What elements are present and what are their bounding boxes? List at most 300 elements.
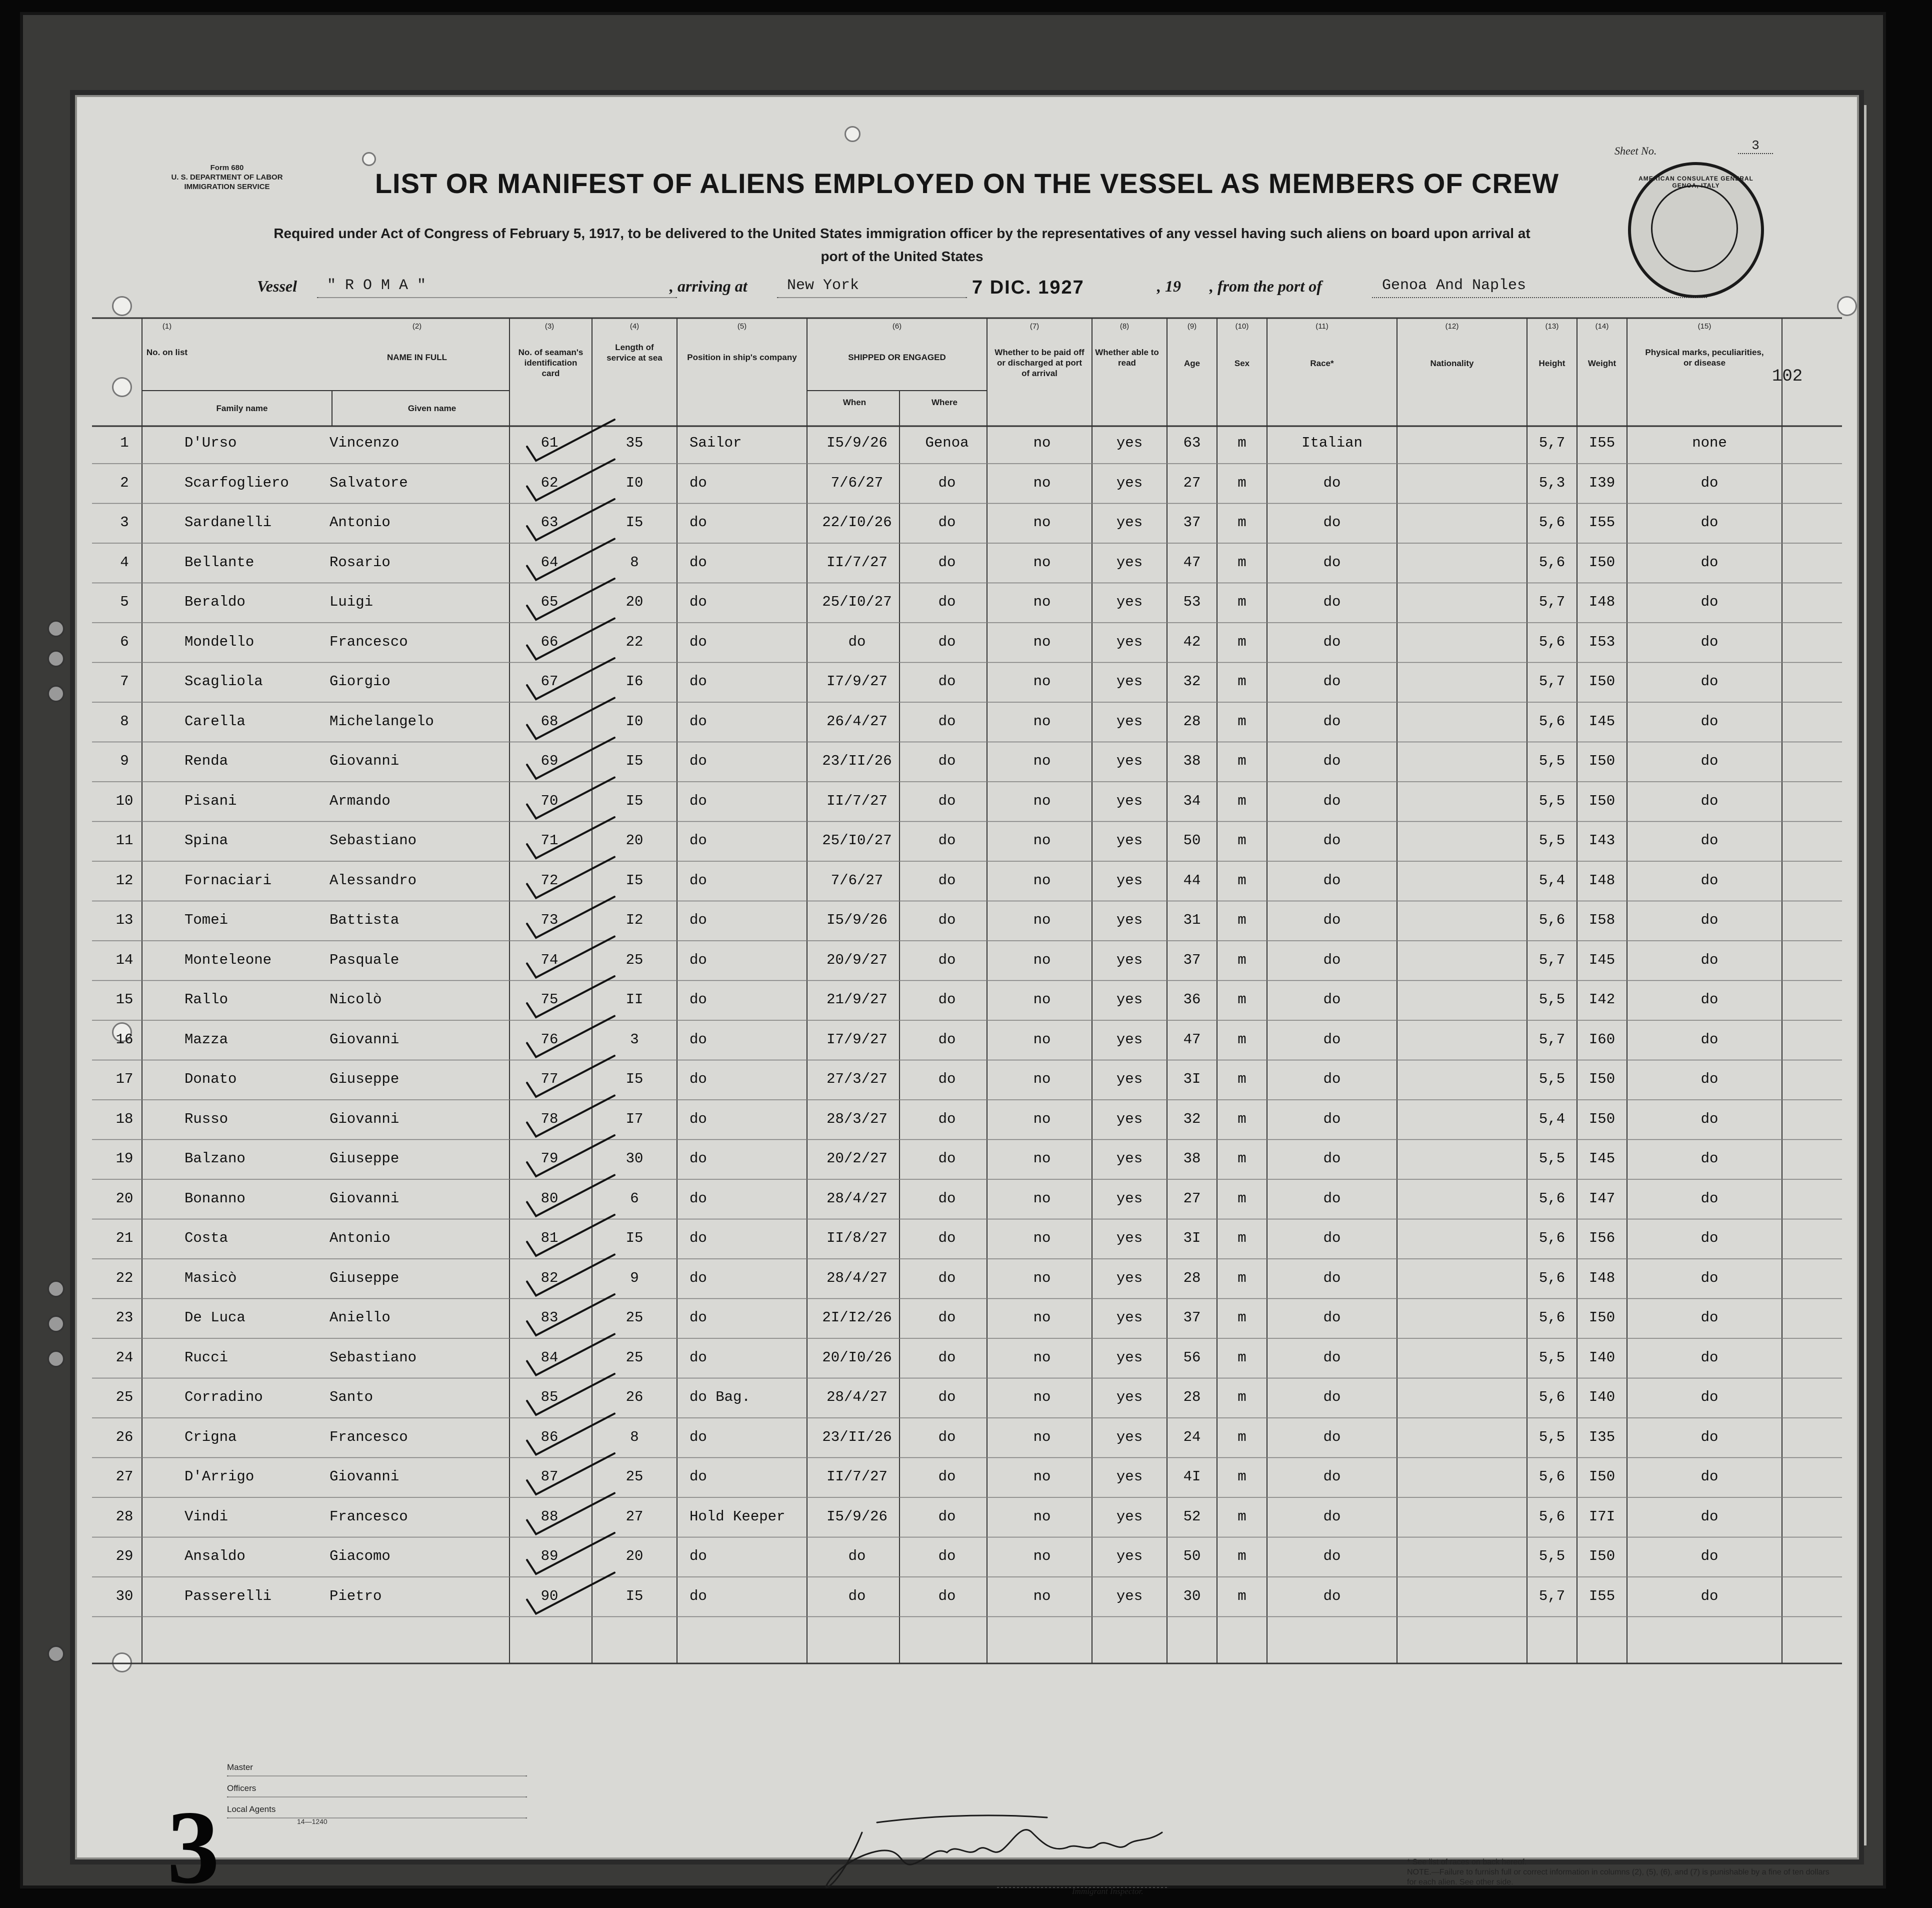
cell-service-length: 25: [626, 1309, 644, 1326]
cell-weight: I48: [1588, 594, 1616, 610]
cell-family-name: Bellante: [184, 554, 254, 571]
cell-service-length: I7: [626, 1110, 644, 1127]
cell-physical-marks: do: [1700, 832, 1718, 849]
cell-weight: I39: [1588, 474, 1616, 491]
cell-paid-off: no: [1033, 1190, 1051, 1207]
cell-race: do: [1323, 792, 1341, 809]
cell-given-name: Salvatore: [330, 474, 408, 491]
cell-age: 36: [1183, 991, 1201, 1008]
cell-age: 38: [1183, 1150, 1201, 1167]
cell-family-name: Mazza: [184, 1031, 228, 1048]
cell-race: do: [1323, 1389, 1341, 1405]
footer-officers-label: Officers: [227, 1783, 256, 1793]
cell-weight: I50: [1588, 792, 1616, 809]
col-1-number: (1): [162, 322, 172, 331]
cell-race: do: [1323, 594, 1341, 610]
cell-weight: I50: [1588, 753, 1616, 769]
cell-able-to-read: yes: [1116, 514, 1143, 531]
cell-row-number: 3: [120, 514, 129, 531]
cell-service-length: 8: [630, 1428, 639, 1445]
cell-row-number: 12: [116, 872, 134, 889]
cell-paid-off: no: [1033, 792, 1051, 809]
cell-row-number: 24: [116, 1349, 134, 1366]
cell-weight: I50: [1588, 1468, 1616, 1485]
cell-engaged-date: 28/4/27: [826, 1389, 888, 1405]
cell-paid-off: no: [1033, 1230, 1051, 1246]
cell-height: 5,6: [1538, 554, 1566, 571]
col-1-header: No. on list: [146, 348, 188, 357]
cell-family-name: Vindi: [184, 1508, 228, 1525]
cell-age: 37: [1183, 514, 1201, 531]
cell-service-length: I5: [626, 1071, 644, 1087]
col-8-number: (8): [1120, 322, 1130, 331]
cell-given-name: Francesco: [330, 1508, 408, 1525]
cell-given-name: Rosario: [330, 554, 390, 571]
cell-ship-position: do Bag.: [690, 1389, 750, 1405]
cell-family-name: Carella: [184, 713, 246, 730]
col-6b-header: Where: [932, 398, 958, 407]
service-name: IMMIGRATION SERVICE: [184, 183, 270, 191]
cell-service-length: 9: [630, 1269, 639, 1286]
cell-row-number: 10: [116, 792, 134, 809]
cell-weight: I35: [1588, 1428, 1616, 1445]
cell-row-number: 29: [116, 1548, 134, 1564]
cell-service-length: I5: [626, 753, 644, 769]
cell-race: do: [1323, 633, 1341, 650]
cell-weight: I58: [1588, 912, 1616, 928]
check-mark: [527, 1533, 614, 1574]
cell-engaged-place: do: [938, 1428, 956, 1445]
cell-given-name: Armando: [330, 792, 390, 809]
cell-row-number: 22: [116, 1269, 134, 1286]
check-mark: [527, 817, 614, 858]
col-3-number: (3): [544, 322, 554, 331]
from-port-label: , from the port of: [1210, 277, 1322, 295]
cell-id-card-number: 76: [540, 1031, 558, 1048]
cell-able-to-read: yes: [1116, 1349, 1143, 1366]
cell-paid-off: no: [1033, 753, 1051, 769]
cell-engaged-date: do: [848, 1548, 866, 1564]
cell-engaged-date: 23/II/26: [822, 1428, 892, 1445]
cell-row-number: 17: [116, 1071, 134, 1087]
cell-race: do: [1323, 1031, 1341, 1048]
cell-engaged-date: I5/9/26: [826, 435, 888, 451]
cell-paid-off: no: [1033, 554, 1051, 571]
cell-race: Italian: [1302, 435, 1362, 451]
cell-engaged-date: 28/4/27: [826, 1269, 888, 1286]
cell-row-number: 9: [120, 753, 129, 769]
cell-height: 5,6: [1538, 1190, 1566, 1207]
cell-engaged-place: do: [938, 1071, 956, 1087]
check-mark: [527, 1374, 614, 1415]
cell-weight: I40: [1588, 1389, 1616, 1405]
cell-sex: m: [1238, 1071, 1246, 1087]
cell-family-name: Scagliola: [184, 673, 263, 690]
cell-engaged-date: 28/3/27: [826, 1110, 888, 1127]
col-4-number: (4): [630, 322, 640, 331]
cell-sex: m: [1238, 554, 1246, 571]
cell-height: 5,6: [1538, 633, 1566, 650]
cell-row-number: 4: [120, 554, 129, 571]
cell-sex: m: [1238, 633, 1246, 650]
cell-row-number: 6: [120, 633, 129, 650]
cell-engaged-date: 2I/I2/26: [822, 1309, 892, 1326]
binder-ring: [48, 1315, 64, 1332]
cell-family-name: Masicò: [184, 1269, 237, 1286]
cell-able-to-read: yes: [1116, 1230, 1143, 1246]
cell-family-name: Corradino: [184, 1389, 263, 1405]
cell-sex: m: [1238, 1309, 1246, 1326]
cell-given-name: Antonio: [330, 1230, 390, 1246]
cell-family-name: Passerelli: [184, 1587, 272, 1604]
cell-age: 37: [1183, 1309, 1201, 1326]
cell-able-to-read: yes: [1116, 1190, 1143, 1207]
cell-sex: m: [1238, 991, 1246, 1008]
cell-engaged-place: do: [938, 1309, 956, 1326]
cell-id-card-number: 64: [540, 554, 558, 571]
cell-age: 47: [1183, 1031, 1201, 1048]
cell-race: do: [1323, 1587, 1341, 1604]
cell-engaged-place: do: [938, 912, 956, 928]
cell-engaged-date: do: [848, 1587, 866, 1604]
cell-ship-position: do: [690, 912, 707, 928]
cell-service-length: 27: [626, 1508, 644, 1525]
cell-row-number: 20: [116, 1190, 134, 1207]
cell-family-name: Scarfogliero: [184, 474, 289, 491]
cell-able-to-read: yes: [1116, 1031, 1143, 1048]
cell-height: 5,7: [1538, 435, 1566, 451]
cell-paid-off: no: [1033, 1587, 1051, 1604]
cell-given-name: Giuseppe: [330, 1150, 400, 1167]
cell-height: 5,5: [1538, 792, 1566, 809]
cell-engaged-place: do: [938, 1110, 956, 1127]
cell-physical-marks: do: [1700, 1389, 1718, 1405]
cell-id-card-number: 77: [540, 1071, 558, 1087]
cell-paid-off: no: [1033, 514, 1051, 531]
cell-age: 28: [1183, 1389, 1201, 1405]
cell-height: 5,5: [1538, 1150, 1566, 1167]
cell-engaged-place: do: [938, 1031, 956, 1048]
cell-physical-marks: do: [1700, 912, 1718, 928]
cell-paid-off: no: [1033, 1508, 1051, 1525]
cell-sex: m: [1238, 713, 1246, 730]
cell-race: do: [1323, 912, 1341, 928]
cell-engaged-place: do: [938, 1269, 956, 1286]
cell-paid-off: no: [1033, 1309, 1051, 1326]
cell-able-to-read: yes: [1116, 1309, 1143, 1326]
cell-given-name: Alessandro: [330, 872, 417, 889]
cell-family-name: Tomei: [184, 912, 228, 928]
cell-engaged-place: do: [938, 554, 956, 571]
cell-engaged-place: do: [938, 1548, 956, 1564]
cell-given-name: Antonio: [330, 514, 390, 531]
cell-able-to-read: yes: [1116, 1389, 1143, 1405]
inspector-signature: [817, 1802, 1177, 1897]
cell-family-name: Fornaciari: [184, 872, 272, 889]
cell-service-length: II: [626, 991, 644, 1008]
cell-paid-off: no: [1033, 1349, 1051, 1366]
cell-sex: m: [1238, 1269, 1246, 1286]
cell-physical-marks: do: [1700, 633, 1718, 650]
cell-engaged-place: do: [938, 594, 956, 610]
cell-service-length: I5: [626, 1230, 644, 1246]
cell-family-name: Crigna: [184, 1428, 237, 1445]
cell-paid-off: no: [1033, 872, 1051, 889]
cell-race: do: [1323, 554, 1341, 571]
cell-ship-position: do: [690, 673, 707, 690]
cell-physical-marks: do: [1700, 1587, 1718, 1604]
cell-sex: m: [1238, 594, 1246, 610]
binder-ring: [48, 620, 64, 637]
col-6-header: SHIPPED OR ENGAGED: [848, 353, 946, 362]
cell-age: 32: [1183, 673, 1201, 690]
cell-physical-marks: do: [1700, 1428, 1718, 1445]
cell-ship-position: do: [690, 1349, 707, 1366]
cell-family-name: Balzano: [184, 1150, 246, 1167]
cell-physical-marks: do: [1700, 554, 1718, 571]
check-mark: [527, 1175, 614, 1216]
cell-id-card-number: 87: [540, 1468, 558, 1485]
cell-physical-marks: do: [1700, 1468, 1718, 1485]
cell-paid-off: no: [1033, 1468, 1051, 1485]
col-6a-header: When: [842, 398, 866, 407]
cell-age: 42: [1183, 633, 1201, 650]
cell-age: 28: [1183, 713, 1201, 730]
cell-ship-position: do: [690, 474, 707, 491]
cell-height: 5,5: [1538, 1428, 1566, 1445]
cell-able-to-read: yes: [1116, 673, 1143, 690]
cell-engaged-place: do: [938, 1389, 956, 1405]
cell-able-to-read: yes: [1116, 594, 1143, 610]
cell-race: do: [1323, 753, 1341, 769]
check-mark: [527, 1056, 614, 1097]
cell-engaged-date: I7/9/27: [826, 1031, 888, 1048]
cell-service-length: 25: [626, 1468, 644, 1485]
vessel-name: " R O M A ": [317, 277, 677, 298]
check-mark: [527, 1453, 614, 1494]
cell-row-number: 1: [120, 435, 129, 451]
cell-sex: m: [1238, 872, 1246, 889]
cell-race: do: [1323, 991, 1341, 1008]
cell-weight: I50: [1588, 673, 1616, 690]
cell-engaged-date: II/8/27: [826, 1230, 888, 1246]
col-2b-header: Given name: [408, 404, 456, 413]
cell-weight: I42: [1588, 991, 1616, 1008]
col-9-header: Age: [1184, 359, 1200, 368]
check-mark: [527, 778, 614, 819]
cell-family-name: Costa: [184, 1230, 228, 1246]
cell-physical-marks: do: [1700, 1548, 1718, 1564]
cell-engaged-place: do: [938, 1587, 956, 1604]
cell-service-length: 3: [630, 1031, 639, 1048]
cell-id-card-number: 69: [540, 753, 558, 769]
col-9-number: (9): [1187, 322, 1197, 331]
col-2a-header: Family name: [216, 404, 268, 413]
cell-weight: I55: [1588, 1587, 1616, 1604]
check-mark: [527, 460, 614, 501]
check-mark: [527, 420, 614, 461]
cell-paid-off: no: [1033, 713, 1051, 730]
cell-engaged-place: do: [938, 514, 956, 531]
cell-engaged-date: 27/3/27: [826, 1071, 888, 1087]
cell-race: do: [1323, 1110, 1341, 1127]
arrival-date-stamp: 7 DIC. 1927: [972, 277, 1084, 298]
cell-height: 5,5: [1538, 1548, 1566, 1564]
check-mark: [527, 1334, 614, 1375]
cell-engaged-place: do: [938, 1150, 956, 1167]
cell-id-card-number: 72: [540, 872, 558, 889]
col-13-header: Height: [1538, 359, 1566, 368]
cell-physical-marks: do: [1700, 1230, 1718, 1246]
cell-physical-marks: do: [1700, 1269, 1718, 1286]
cell-able-to-read: yes: [1116, 991, 1143, 1008]
cell-weight: I45: [1588, 1150, 1616, 1167]
cell-height: 5,7: [1538, 594, 1566, 610]
cell-family-name: Russo: [184, 1110, 228, 1127]
cell-height: 5,6: [1538, 1309, 1566, 1326]
cell-id-card-number: 67: [540, 673, 558, 690]
cell-sex: m: [1238, 951, 1246, 968]
cell-id-card-number: 89: [540, 1548, 558, 1564]
binder-ring: [48, 1350, 64, 1367]
cell-service-length: 35: [626, 435, 644, 451]
cell-row-number: 27: [116, 1468, 134, 1485]
cell-race: do: [1323, 872, 1341, 889]
cell-age: 50: [1183, 1548, 1201, 1564]
cell-engaged-place: do: [938, 792, 956, 809]
cell-race: do: [1323, 1071, 1341, 1087]
cell-service-length: I5: [626, 872, 644, 889]
cell-ship-position: do: [690, 991, 707, 1008]
cell-weight: I45: [1588, 713, 1616, 730]
cell-sex: m: [1238, 673, 1246, 690]
cell-physical-marks: do: [1700, 1031, 1718, 1048]
cell-row-number: 18: [116, 1110, 134, 1127]
check-mark: [527, 1016, 614, 1057]
cell-id-card-number: 90: [540, 1587, 558, 1604]
cell-race: do: [1323, 1309, 1341, 1326]
col-11-header: Race*: [1310, 359, 1334, 368]
cell-engaged-date: II/7/27: [826, 554, 888, 571]
cell-given-name: Giuseppe: [330, 1071, 400, 1087]
cell-given-name: Sebastiano: [330, 832, 417, 849]
cell-ship-position: do: [690, 1230, 707, 1246]
binder-ring: [48, 650, 64, 667]
cell-height: 5,7: [1538, 1587, 1566, 1604]
cell-given-name: Giacomo: [330, 1548, 390, 1564]
col-2-header: NAME IN FULL: [387, 353, 447, 362]
cell-able-to-read: yes: [1116, 872, 1143, 889]
cell-age: 38: [1183, 753, 1201, 769]
cell-height: 5,6: [1538, 514, 1566, 531]
cell-sex: m: [1238, 1587, 1246, 1604]
cell-height: 5,7: [1538, 951, 1566, 968]
cell-service-length: 20: [626, 1548, 644, 1564]
cell-paid-off: no: [1033, 1548, 1051, 1564]
cell-sex: m: [1238, 514, 1246, 531]
cell-service-length: 20: [626, 832, 644, 849]
cell-engaged-date: 20/2/27: [826, 1150, 888, 1167]
cell-family-name: Spina: [184, 832, 228, 849]
cell-engaged-place: do: [938, 673, 956, 690]
cell-ship-position: do: [690, 713, 707, 730]
cell-id-card-number: 75: [540, 991, 558, 1008]
cell-ship-position: do: [690, 1269, 707, 1286]
cell-given-name: Vincenzo: [330, 435, 400, 451]
cell-able-to-read: yes: [1116, 1110, 1143, 1127]
cell-row-number: 14: [116, 951, 134, 968]
cell-engaged-place: Genoa: [925, 435, 969, 451]
cell-race: do: [1323, 1230, 1341, 1246]
sheet-big-number: 3: [167, 1789, 220, 1905]
cell-paid-off: no: [1033, 1071, 1051, 1087]
cell-id-card-number: 66: [540, 633, 558, 650]
cell-engaged-date: I5/9/26: [826, 1508, 888, 1525]
cell-weight: I56: [1588, 1230, 1616, 1246]
cell-weight: I60: [1588, 1031, 1616, 1048]
cell-row-number: 15: [116, 991, 134, 1008]
cell-able-to-read: yes: [1116, 912, 1143, 928]
cell-age: 32: [1183, 1110, 1201, 1127]
col-2-number: (2): [412, 322, 422, 331]
cell-ship-position: do: [690, 514, 707, 531]
cell-id-card-number: 82: [540, 1269, 558, 1286]
cell-engaged-place: do: [938, 713, 956, 730]
cell-id-card-number: 85: [540, 1389, 558, 1405]
cell-ship-position: do: [690, 1031, 707, 1048]
cell-row-number: 30: [116, 1587, 134, 1604]
cell-engaged-date: I7/9/27: [826, 673, 888, 690]
cell-weight: I50: [1588, 1110, 1616, 1127]
cell-sex: m: [1238, 1031, 1246, 1048]
cell-id-card-number: 68: [540, 713, 558, 730]
cell-ship-position: do: [690, 1428, 707, 1445]
col-12-header: Nationality: [1430, 359, 1474, 368]
cell-physical-marks: do: [1700, 753, 1718, 769]
cell-physical-marks: do: [1700, 1071, 1718, 1087]
cell-family-name: D'Urso: [184, 435, 237, 451]
cell-race: do: [1323, 1349, 1341, 1366]
cell-height: 5,5: [1538, 832, 1566, 849]
cell-height: 5,4: [1538, 1110, 1566, 1127]
cell-engaged-place: do: [938, 832, 956, 849]
col-5-number: (5): [737, 322, 747, 331]
cell-ship-position: do: [690, 1548, 707, 1564]
col-14-header: Weight: [1588, 359, 1616, 368]
col-5-header: Position in ship's company: [687, 353, 797, 362]
cell-given-name: Giovanni: [330, 1190, 400, 1207]
cell-paid-off: no: [1033, 991, 1051, 1008]
check-mark: [527, 1215, 614, 1256]
cell-age: 50: [1183, 832, 1201, 849]
cell-age: 27: [1183, 1190, 1201, 1207]
footer-master-line: [227, 1762, 527, 1776]
cell-ship-position: do: [690, 633, 707, 650]
cell-paid-off: no: [1033, 435, 1051, 451]
cell-service-length: I5: [626, 514, 644, 531]
cell-row-number: 7: [120, 673, 129, 690]
cell-race: do: [1323, 673, 1341, 690]
cell-weight: I48: [1588, 872, 1616, 889]
cell-sex: m: [1238, 1468, 1246, 1485]
check-mark: [527, 1493, 614, 1534]
cell-physical-marks: do: [1700, 514, 1718, 531]
cell-service-length: I5: [626, 1587, 644, 1604]
cell-weight: I47: [1588, 1190, 1616, 1207]
cell-ship-position: do: [690, 554, 707, 571]
check-mark: [527, 698, 614, 739]
sheet-number-value: 3: [1738, 138, 1773, 154]
